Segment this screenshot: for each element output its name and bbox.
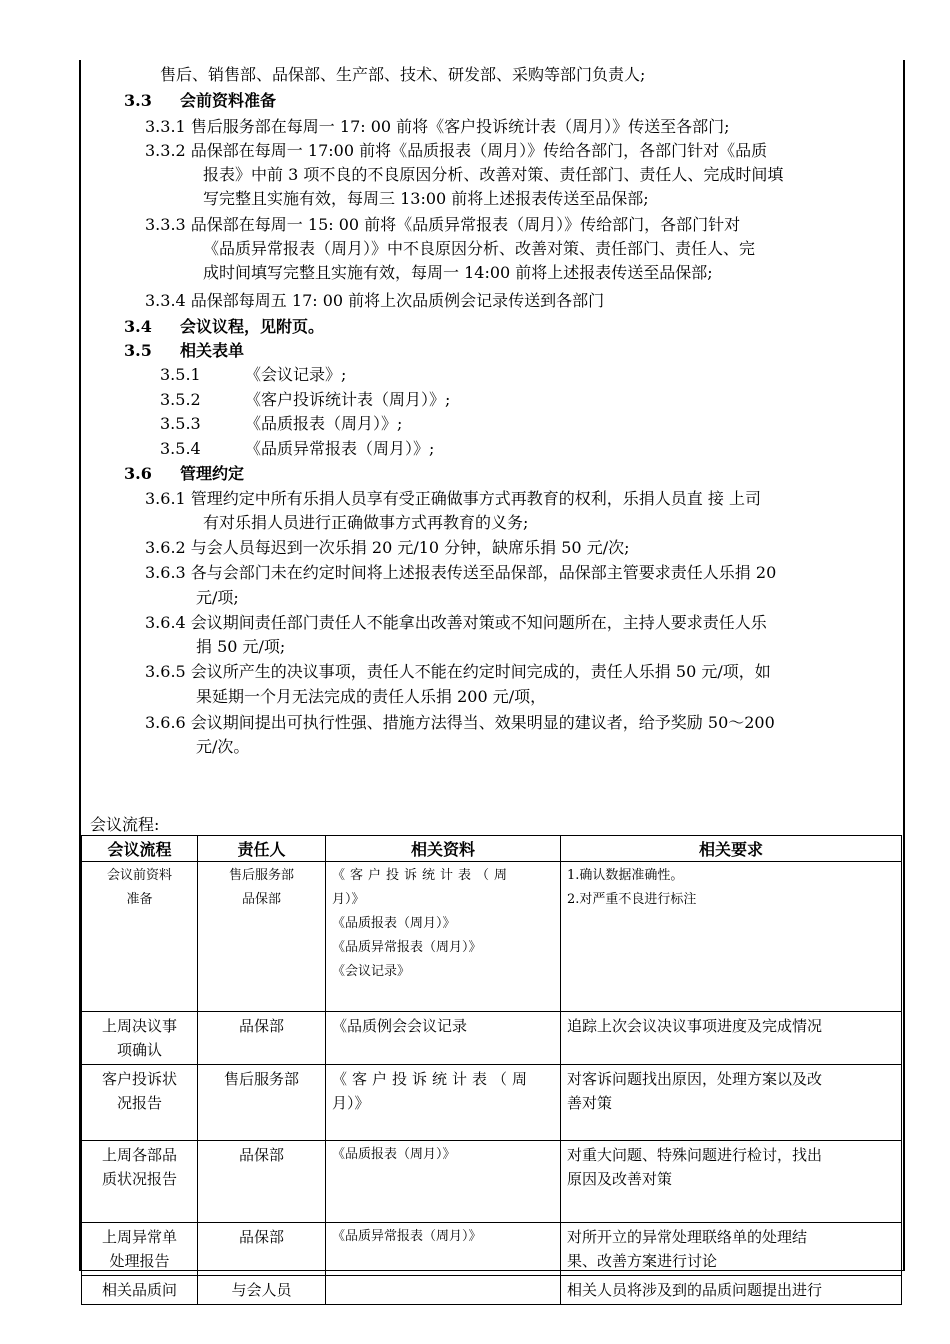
owner-cell (198, 862, 326, 1012)
owner-cell: 品保部 (198, 1141, 326, 1223)
docs-cell: 《品质报表（周月）》 (326, 1141, 561, 1223)
section-3-3-number: 3.3 (124, 91, 152, 110)
req-text: 原因及改善对策 (567, 1170, 673, 1188)
docs-cell: 《品质例会会议记录 (326, 1012, 561, 1065)
req-cell (561, 862, 902, 1012)
owner-text: 品保部 (241, 892, 281, 907)
table-row (82, 1223, 902, 1276)
item-3-6-5-line1: 3.6.5 会议所产生的决议事项，责任人不能在约定时间完成的，责任人乐捐 50 元/项，如 (145, 662, 771, 681)
form-name: 《会议记录》; (245, 365, 347, 384)
step-text: 上周各部品 (101, 1146, 177, 1164)
req-text: 果、改善方案进行讨论 (567, 1252, 718, 1270)
step-cell: 相关品质问 (82, 1276, 198, 1305)
header-owner: 责任人 (198, 836, 326, 862)
item-3-6-1-line1: 3.6.1 管理约定中所有乐捐人员享有受正确做事方式再教育的权利，乐捐人员直 接 上司 (145, 489, 761, 508)
req-cell (561, 1223, 902, 1276)
step-cell (82, 1141, 198, 1223)
item-3-3-4: 3.3.4 品保部每周五 17: 00 前将上次品质例会记录传送到各部门 (145, 291, 605, 310)
req-cell: 相关人员将涉及到的品质问题提出进行 (561, 1276, 902, 1305)
table-row (82, 862, 902, 1012)
item-3-6-5-line2: 果延期一个月无法完成的责任人乐捐 200 元/项， (196, 687, 547, 706)
form-number: 3.5.4 (160, 439, 201, 458)
owner-cell: 品保部 (198, 1012, 326, 1065)
doc-text: 月）》 (332, 892, 365, 907)
doc-text: 《客户投诉统计表（周 (332, 1070, 533, 1088)
form-name: 《客户投诉统计表（周月）》; (245, 390, 451, 409)
item-3-3-3-line2: 《品质异常报表（周月）》中不良原因分析、改善对策、责任部门、责任人、完 (203, 239, 756, 258)
form-name: 《品质异常报表（周月）》; (245, 439, 435, 458)
step-text: 上周异常单 (101, 1228, 177, 1246)
doc-text: 《会议记录》 (332, 964, 411, 979)
owner-cell: 品保部 (198, 1223, 326, 1276)
header-requirements: 相关要求 (561, 836, 902, 862)
section-3-4-number: 3.4 (124, 317, 152, 336)
req-text: 对所开立的异常处理联络单的处理结 (567, 1228, 808, 1246)
req-cell (561, 1141, 902, 1223)
doc-text: 《品质异常报表（周月）》 (332, 940, 482, 955)
section-3-6-number: 3.6 (124, 464, 152, 483)
item-3-3-2-line3: 写完整且实施有效，每周三 13:00 前将上述报表传送至品保部; (203, 189, 649, 208)
doc-text: 月）》 (332, 1094, 370, 1112)
doc-text: 《客户投诉统计表（周 (332, 868, 513, 883)
step-text: 况报告 (116, 1094, 162, 1112)
item-3-6-1-line2: 有对乐捐人员进行正确做事方式再教育的义务; (203, 513, 529, 532)
item-3-6-3-line1: 3.6.3 各与会部门未在约定时间将上述报表传送至品保部，品保部主管要求责任人乐捐 20 (145, 563, 777, 582)
step-text: 上周决议事 (101, 1017, 177, 1035)
req-cell (561, 1065, 902, 1141)
section-3-4-title: 会议议程，见附页。 (180, 317, 325, 336)
section-3-5-title: 相关表单 (180, 341, 245, 360)
step-text: 质状况报告 (101, 1170, 177, 1188)
item-3-3-2-line1: 3.3.2 品保部在每周一 17:00 前将《品质报表（周月）》传给各部门，各部门针对《品质 (145, 141, 768, 160)
req-text: 2.对严重不良进行标注 (567, 892, 697, 907)
step-cell (82, 862, 198, 1012)
item-3-6-6-line1: 3.6.6 会议期间提出可执行性强、措施方法得当、效果明显的建议者，给予奖励 50～200 (145, 713, 775, 732)
step-text: 客户投诉状 (101, 1070, 177, 1088)
req-text: 对客诉问题找出原因，处理方案以及改 (567, 1070, 823, 1088)
req-text: 对重大问题、特殊问题进行检讨，找出 (567, 1146, 823, 1164)
step-cell (82, 1223, 198, 1276)
doc-text: 《品质报表（周月）》 (332, 916, 456, 931)
section-3-3-title: 会前资料准备 (180, 91, 277, 110)
item-3-3-1: 3.3.1 售后服务部在每周一 17: 00 前将《客户投诉统计表（周月）》传送至各部门; (145, 117, 730, 136)
req-cell: 追踪上次会议决议事项进度及完成情况 (561, 1012, 902, 1065)
step-cell (82, 1012, 198, 1065)
owner-text: 售后服务部 (228, 868, 294, 883)
item-3-6-3-line2: 元/项; (196, 588, 239, 607)
docs-cell (326, 1065, 561, 1141)
req-text: 善对策 (567, 1094, 613, 1112)
table-header-row (82, 836, 902, 862)
flow-title: 会议流程: (90, 815, 160, 834)
step-text: 处理报告 (109, 1252, 170, 1270)
table-row (82, 1276, 902, 1305)
section-3-6-title: 管理约定 (180, 464, 245, 483)
participants-line: 售后、销售部、品保部、生产部、技术、研发部、采购等部门负责人; (160, 65, 646, 84)
item-3-3-3-line3: 成时间填写完整且实施有效，每周一 14:00 前将上述报表传送至品保部; (203, 263, 713, 282)
step-cell (82, 1065, 198, 1141)
item-3-6-2: 3.6.2 与会人员每迟到一次乐捐 20 元/10 分钟，缺席乐捐 50 元/次; (145, 538, 630, 557)
step-text: 项确认 (116, 1041, 162, 1059)
section-3-5-number: 3.5 (124, 341, 152, 360)
table-row (82, 1065, 902, 1141)
item-3-6-4-line1: 3.6.4 会议期间责任部门责任人不能拿出改善对策或不知问题所在，主持人要求责任人乐 (145, 613, 767, 632)
header-flow: 会议流程 (82, 836, 198, 862)
docs-cell (326, 1276, 561, 1305)
docs-cell (326, 862, 561, 1012)
table-row (82, 1141, 902, 1223)
owner-cell: 售后服务部 (198, 1065, 326, 1141)
item-3-6-6-line2: 元/次。 (196, 737, 250, 756)
form-number: 3.5.3 (160, 414, 201, 433)
item-3-3-2-line2: 报表》中前 3 项不良的不良原因分析、改善对策、责任部门、责任人、完成时间填 (203, 165, 784, 184)
form-number: 3.5.2 (160, 390, 201, 409)
form-number: 3.5.1 (160, 365, 201, 384)
form-name: 《品质报表（周月）》; (245, 414, 403, 433)
table-row (82, 1012, 902, 1065)
item-3-3-3-line1: 3.3.3 品保部在每周一 15: 00 前将《品质异常报表（周月）》传给部门，各部门针对 (145, 215, 741, 234)
step-text: 会议前资料 (106, 868, 172, 883)
header-docs: 相关资料 (326, 836, 561, 862)
meeting-flow-table (81, 835, 902, 1305)
owner-cell: 与会人员 (198, 1276, 326, 1305)
docs-cell: 《品质异常报表（周月）》 (326, 1223, 561, 1276)
req-text: 1.确认数据准确性。 (567, 868, 684, 883)
item-3-6-4-line2: 捐 50 元/项; (196, 637, 286, 656)
step-text: 准备 (126, 892, 153, 907)
